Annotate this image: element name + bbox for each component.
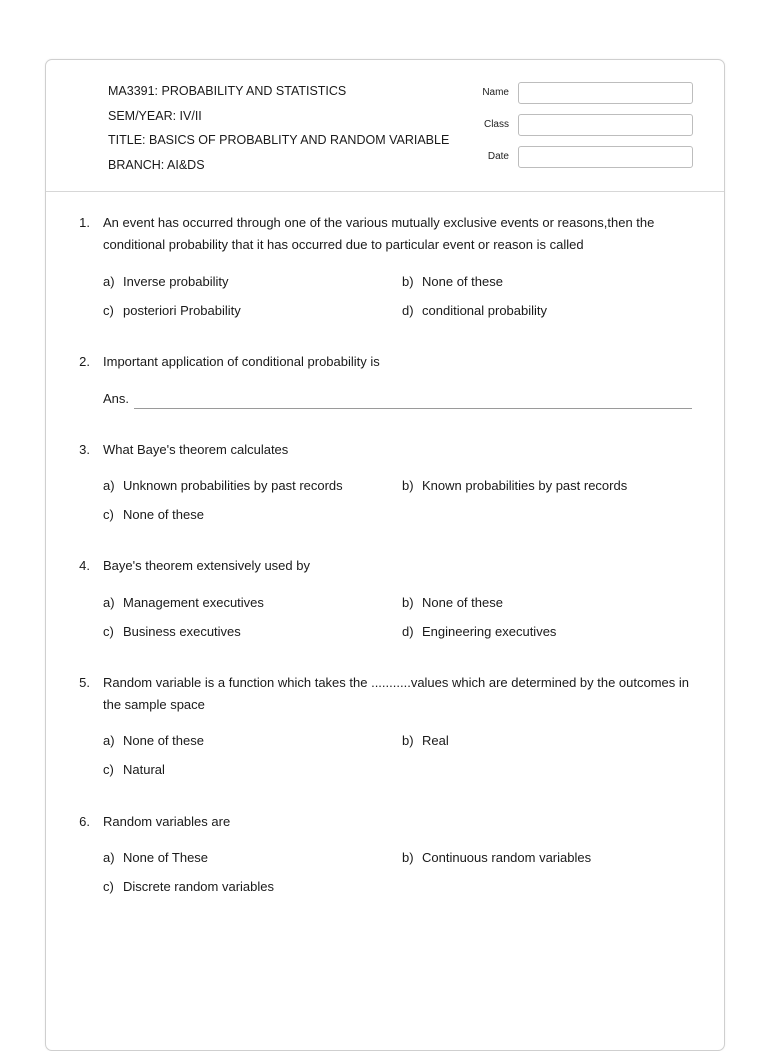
class-label: Class bbox=[483, 119, 509, 130]
option-letter: a) bbox=[103, 850, 115, 865]
question-text: An event has occurred through one of the various mutually exclusive events or reasons,then the conditional probability that it has occurred due to particular event or reason is called bbox=[103, 215, 655, 252]
option-c[interactable] bbox=[103, 761, 165, 779]
date-label: Date bbox=[487, 151, 509, 162]
name-label: Name bbox=[482, 87, 509, 98]
option-letter: d) bbox=[402, 303, 414, 318]
option-letter: c) bbox=[103, 507, 114, 522]
option-text: Continuous random variables bbox=[422, 850, 592, 865]
option-text: Business executives bbox=[123, 624, 241, 639]
option-letter: c) bbox=[103, 624, 114, 639]
option-letter: c) bbox=[103, 303, 114, 318]
question-number: 4. bbox=[79, 558, 90, 573]
question-text: Baye's theorem extensively used by bbox=[103, 558, 310, 573]
branch: BRANCH: AI&DS bbox=[108, 158, 205, 172]
option-a[interactable] bbox=[103, 732, 204, 750]
option-letter: a) bbox=[103, 274, 115, 289]
worksheet bbox=[45, 59, 725, 1051]
option-text: Unknown probabilities by past records bbox=[123, 478, 343, 493]
option-a[interactable] bbox=[103, 849, 208, 867]
option-text: None of these bbox=[123, 507, 204, 522]
option-a[interactable] bbox=[103, 594, 264, 612]
question-text: Important application of conditional probability is bbox=[103, 354, 380, 369]
option-letter: b) bbox=[402, 595, 414, 610]
question-number: 5. bbox=[79, 675, 90, 690]
option-letter: c) bbox=[103, 879, 114, 894]
option-b[interactable] bbox=[402, 594, 503, 612]
option-a[interactable] bbox=[103, 477, 343, 495]
option-b[interactable] bbox=[402, 273, 503, 291]
option-b[interactable] bbox=[402, 477, 627, 495]
option-d[interactable] bbox=[402, 623, 556, 641]
sem-year: SEM/YEAR: IV/II bbox=[108, 109, 202, 123]
option-text: Discrete random variables bbox=[123, 879, 275, 894]
option-text: Inverse probability bbox=[123, 274, 229, 289]
option-c[interactable] bbox=[103, 302, 241, 320]
question-number: 3. bbox=[79, 442, 90, 457]
option-text: posteriori Probability bbox=[123, 303, 241, 318]
option-letter: b) bbox=[402, 274, 414, 289]
worksheet-title: TITLE: BASICS OF PROBABLITY AND RANDOM VARIABLE bbox=[108, 133, 450, 147]
option-letter: b) bbox=[402, 478, 414, 493]
question-text: Random variable is a function which takes the ...........values which are determined by the outcomes in the sample space bbox=[103, 675, 690, 712]
question-number: 1. bbox=[79, 215, 90, 230]
option-letter: a) bbox=[103, 733, 115, 748]
option-text: None of these bbox=[422, 595, 503, 610]
answer-label: Ans. bbox=[103, 391, 130, 406]
question-text: What Baye's theorem calculates bbox=[103, 442, 289, 457]
option-c[interactable] bbox=[103, 623, 241, 641]
option-c[interactable] bbox=[103, 878, 274, 896]
option-text: Natural bbox=[123, 762, 165, 777]
option-b[interactable] bbox=[402, 732, 449, 750]
question-number: 6. bbox=[79, 814, 90, 829]
option-letter: b) bbox=[402, 733, 414, 748]
option-text: Known probabilities by past records bbox=[422, 478, 628, 493]
class-field[interactable] bbox=[518, 114, 693, 136]
option-a[interactable] bbox=[103, 273, 229, 291]
worksheet-header bbox=[46, 60, 724, 192]
option-text: None of These bbox=[123, 850, 209, 865]
question-number: 2. bbox=[79, 354, 90, 369]
option-letter: a) bbox=[103, 478, 115, 493]
option-d[interactable] bbox=[402, 302, 547, 320]
option-letter: c) bbox=[103, 762, 114, 777]
course-code: MA3391: PROBABILITY AND STATISTICS bbox=[108, 84, 347, 98]
option-text: None of these bbox=[422, 274, 503, 289]
option-text: Real bbox=[422, 733, 449, 748]
option-letter: a) bbox=[103, 595, 115, 610]
option-c[interactable] bbox=[103, 506, 204, 524]
option-letter: b) bbox=[402, 850, 414, 865]
answer-line[interactable] bbox=[134, 408, 692, 409]
date-field[interactable] bbox=[518, 146, 693, 168]
option-text: None of these bbox=[123, 733, 204, 748]
option-text: Management executives bbox=[123, 595, 264, 610]
option-text: Engineering executives bbox=[422, 624, 557, 639]
option-text: conditional probability bbox=[422, 303, 548, 318]
option-letter: d) bbox=[402, 624, 414, 639]
name-field[interactable] bbox=[518, 82, 693, 104]
option-b[interactable] bbox=[402, 849, 591, 867]
question-text: Random variables are bbox=[103, 814, 231, 829]
